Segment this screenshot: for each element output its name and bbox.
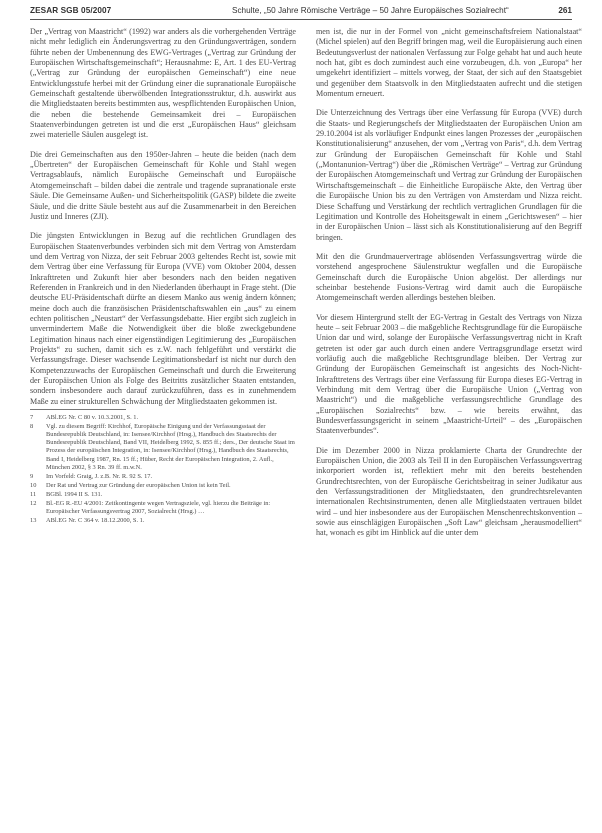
- paragraph: Die Unterzeichnung des Vertrags über eine Verfassung für Europa (VVE) durch die Staats- und Regierungschefs der Mitgliedstaaten der Europäischen Union am 29.10.2004 ist als vorläufiger Endpunkt eines langen Prozesses der „europäischen Konstitutionalisierung“ anzusehen, der vom „Vertrag von Paris“, d.h. dem Vertrag zur Gründung der Europäischen Gemeinschaft für Kohle und Stahl („Montanunion-Vertrag“) über die „Römischen Verträge“ – Vertrag zur Gründung der Europäischen Atomgemeinschaft und Vertrag zur Gründung der Europäischen Wirtschaftsgemeinschaft – die Einheitliche Europäische Akte, den Vertrag über die Europäische Union bis zu den Verträgen von Amsterdam und Nizza reicht. Diese Schaffung und Verstärkung der rechtlich vertraglichen Grundlagen für die Legitimation und Kontrolle des Hoheitsgewalt in einem „Gerichtswesen“ – hier in der Europäischen Union – lässt sich als Konstitutionalisierung auf den Begriff bringen.: [316, 108, 582, 242]
- footnote: [30, 473, 296, 481]
- article-title: Schulte, „50 Jahre Römische Verträge – 50 Jahre Europäisches Sozialrecht“: [232, 6, 509, 15]
- paragraph: Die drei Gemeinschaften aus den 1950er-Jahren – heute die beiden (nach dem „Übertreten“ der Europäischen Gemeinschaft für Kohle und Stahl wegen Vertragsablaufs, nämlich Europäische Gemeinschaft und Europäische Atomgemeinschaft – bilden dabei die zentrale und tragende supranationale erste Säule. Die Gemeinsame Außen- und Sicherheitspolitik (GASP) bildete die zweite Säule, und die dritte Säule besteht aus auf die Zusammenarbeit in den Bereichen Justiz und Inneres (ZJI).: [30, 149, 296, 221]
- footnotes: [30, 414, 296, 525]
- footnote-text: Im Vorfeld: Graig, J. z.B. Nr. R. 92 S. 17.: [46, 472, 153, 480]
- left-column: [30, 27, 296, 526]
- footnote-text: Bl.-EG R.-EU 4/2001: Zeitkontingente wegen Vertragsziele, vgl. hierzu die Beiträge in: Europäischer Verfassungsvertrag 2007, Sozialrecht (Hrsg.) …: [46, 499, 271, 516]
- footnote-text: Der Rat und Vertrag zur Gründung der europäischen Union ist kein Teil.: [46, 481, 231, 489]
- footnote-number: 12: [30, 499, 37, 507]
- paragraph: Mit den die Grundmauervertrage ablösenden Verfassungsvertrag würde die vorstehend angesprochene Säulenstruktur wegfallen und die Europäische Gemeinschaft durch die Europäische Union abgelöst. Der allerdings nur scheinbar bestehende Fusions-Vertrag wird damit auch die Europäische Atomgemeinschaft werden allerdings bestehen bleiben.: [316, 251, 582, 303]
- journal-label: ZESAR SGB 05/2007: [30, 6, 112, 15]
- footnote: [30, 517, 296, 525]
- footnote-text: ABl.EG Nr. C 364 v. 18.12.2000, S. 1.: [46, 517, 145, 525]
- footnote: [30, 414, 296, 422]
- paragraph: Vor diesem Hintergrund stellt der EG-Vertrag in Gestalt des Vertrags von Nizza heute – seit Februar 2003 – die maßgebliche Rechtsgrundlage für die Europäische Union dar und wird, solange der Europäische Verfassungsvertrag nicht in Kraft getreten ist oder gar auch durch einen andere Vertragsgrundlage ersetzt wird vorläufig auch die maßgebliche Rechtsgrundlage bleiben. Der Vertrag zur Gründung der Europäischen Gemeinschaft ist angesichts des Noch-Nicht-Inkrafttretens des Vertrags über eine Verfassung für Europa dieses EG-Vertrag in Verbindung mit dem Vertrag über die Europäische Union („Vertrag von Maastricht“) und die maßgebliche verfassungsrechtliche Grundlage des „Europäischen Sozialrechts“ bzw. – wie bereits erwähnt, das Bundesverfassungsgericht in seinem „Maastricht-Urteil“ – des „Europäischen Staatenverbundes“.: [316, 312, 582, 436]
- footnote: [30, 482, 296, 490]
- footnote-rule: [30, 409, 126, 410]
- paragraph: men ist, die nur in der Formel von „nicht gemeinschaftsfreiem Nationalstaat“ (Michel spielen) auf den Begriff bringen mag, weil die Europäisierung auch einen Bedeutungsverlust der nationalen Verfassung zur Folge gehabt hat und auch heute noch hat, gibt es doch zumindest auch eine vorzubeugen, d.h. von „Europa“ her umgekehrt identifiziert – mittels vorweg, der Staat, der sich auf den Staatsgebiet und gegenüber dem Staatsvolk in den Mitgliedstaaten aufrecht und die stetigen Momentum erneuert.: [316, 27, 582, 99]
- footnote-number: 9: [30, 472, 34, 480]
- paragraph: Die im Dezember 2000 in Nizza proklamierte Charta der Grundrechte der Europäischen Union, die 2003 als Teil II in den Europäischen Verfassungsvertrag inkorporiert worden ist, reflektiert mehr mit den bereits bestehenden Grundrechtsrechten, von der Europäische Gerichtsbeitrag in seiner Judikatur aus den Verfassungstraditionen der Mitgliedstaaten, den grundrechtsrelevanten internationalen Rechtsinstrumenten, denen alle Mitgliedstaaten vertrauen bildet wird – und hier insbesondere aus der Europäischen Menschenrechtskonvention – sowie aus einschlägigen Europäischen „Soft Law“ gleichsam „herausmodelliert“ hat, wonach es gibt im Hinblick auf die unter dem: [316, 445, 582, 538]
- page-number: 261: [558, 6, 572, 15]
- footnote-number: 11: [30, 490, 37, 498]
- footnote: [30, 491, 296, 499]
- paragraph: Die jüngsten Entwicklungen in Bezug auf die rechtlichen Grundlagen des Europäischen Staatenverbundes verbinden sich mit dem Vertrag von Amsterdam und dem Vertrag von Nizza, der seit Februar 2003 geltendes Recht ist, sowie mit dem Vertrag über eine Verfassung für Europa (VVE) vom Oktober 2004, dessen Inkrafttreten und Zukunft hier aber besonders nach den beiden negativen Referenden in Frankreich und in den Niederlanden überhaupt in Frage steht. (Die deutsche EU-Präsidentschaft dürfte an diesem Manko aus wenig ändern können; meine doch auch die französischen Präsidentschaftswahlen ein „aus“ zu einem echten politischen „Neustart“ der Verfassungsdebatte. Hier ergibt sich zugleich in unvermindertem Maße die Notwendigkeit über die bloße zweckgebundene Legitimation hinaus nach einer eigenständigen Legitimierung des „Europäischen Projekts“ zu suchen, damit sich es z.W. nach fehlgeführt und verstärkt die Verfassungsfrage. Dieser wachsende Legitimationsbedarf ist nicht nur durch den Kompetenzzuwachs der Europäischen Gemeinschaft und durch die Erweiterung der Europäischen Union als Folge des Beitritts zusätzlicher Staaten entstanden, sondern insbesondere auch darauf zurückzuführen, dass es in zunehmendem Maße zu einer strukturellen Schwächung der Mitgliedstaaten gekommen ist.: [30, 231, 296, 406]
- footnote-number: 10: [30, 481, 37, 489]
- right-column: [316, 27, 582, 539]
- footnote-number: 13: [30, 517, 37, 525]
- paragraph: Der „Vertrag von Maastricht“ (1992) war anders als die vorhergehenden Verträge nicht mehr lediglich ein Änderungsvertrag zu den Gründungsverträgen, sondern führte neben der Umbenennung des EWG-Vertrages („Vertrag zur Gründung der Europäischen Wirtschaftsgemeinschaft“; Herausnahme: E, Art. 1 des EU-Vertrag („Vertrag zur Gründung der europäischen Gemeinschaft“) eine neue Entwicklungsstufe herbei mit der Gründung einer die supranationale Europäische Gemeinschaft gestaltende überwölbenden Integrationsstruktur, d.h. auswirkt aus die Mitgliedstaaten bereits bestimmten aus, wespflichtenden Europäischen Union, die neben die bestehende Gemeinsamkeit drei – Europäischen Staatenverbindungen getreten ist und die erst „Europäischen Haus“ gleichsam zwei materielle Säulen ausgelegt ist.: [30, 27, 296, 140]
- header-rule: [30, 19, 572, 20]
- footnote-number: 7: [30, 414, 34, 422]
- footnote-text: ABl.EG Nr. C 80 v. 10.3.2001, S. 1.: [46, 414, 139, 422]
- footnote-number: 8: [30, 423, 34, 431]
- footnote: [30, 500, 296, 516]
- footnote-text: BGBl. 1994 II S. 131.: [46, 490, 103, 498]
- footnote-text: Vgl. zu diesem Begriff: Kirchhof, Europäische Einigung und der Verfassungsstaat der Bundesrepublik Deutschland, in: Isensee/Kirchhof (Hrsg.), Handbuch des Staatsrechts der Bundesrepublik Deutschland, Band VII, Heidelberg 1992, S. 855 ff.; ders., Der deutsche Staat im Prozess der europäischen Integration, in: Isensee/Kirchhof (Hrsg.), Handbuch des Staatsrechts, Band I, Heidelberg 1987, Rn. 15 ff.; Hüber, Recht der Europäischen Integration, 2. Aufl., München 2002, § 3 Rn. 39 ff. m.w.N.: [46, 423, 295, 471]
- footnote: [30, 423, 296, 472]
- running-header: [30, 6, 572, 20]
